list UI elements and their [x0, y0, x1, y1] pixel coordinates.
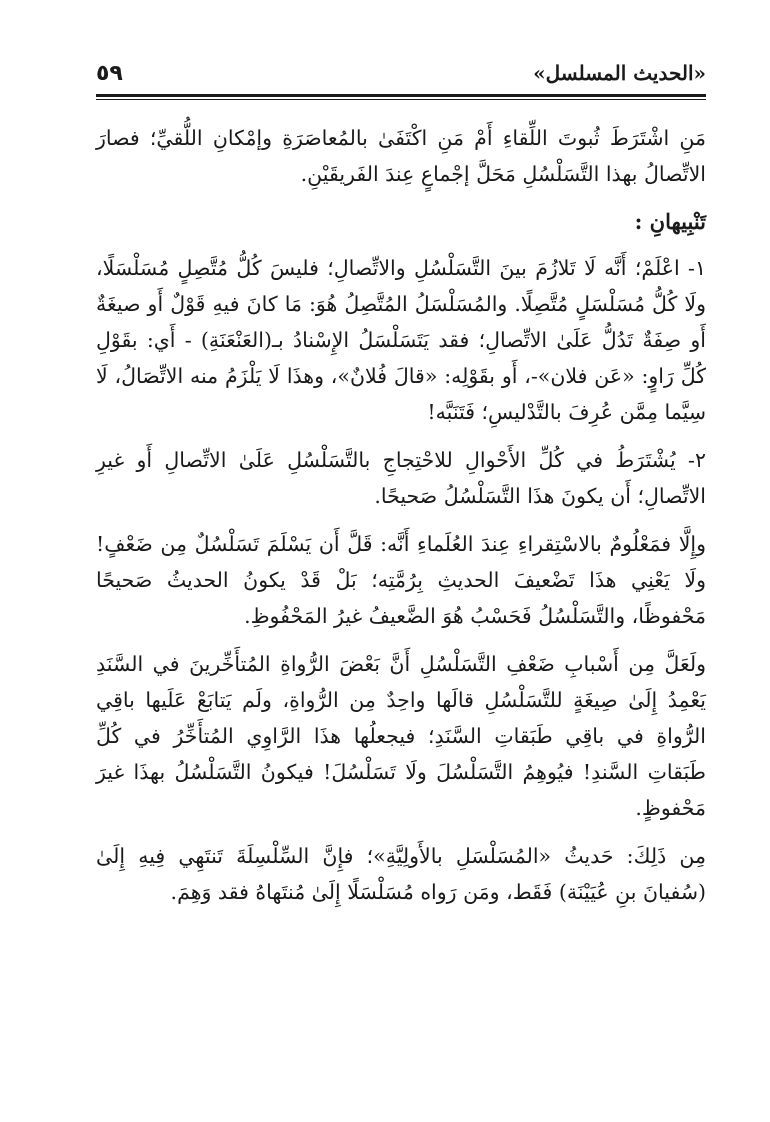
header-rule-thin: [96, 99, 706, 100]
paragraph-weakness: وإِلَّا فمَعْلُومٌ بالاسْتِقراءِ عِندَ العُلَماءِ أَنَّه: قَلَّ أَن يَسْلَمَ تَسَلْسُلٌ مِن ضَعْفٍ! ولَا يَعْنِي هذَا تَضْعيفَ الحديثِ بِرُمَّتِه؛ بَلْ قَدْ يكونُ الحديثُ صَحيحًا مَحْفوظًا، والتَّسَلْسُلُ فَحَسْبُ هُوَ الضَّعيفُ غيرُ المَحْفُوظِ.: [96, 532, 706, 628]
section-heading: تَنْبِيهانِ :: [634, 209, 706, 234]
paragraph-note-1: ١- اعْلَمْ؛ أَنَّه لَا تَلازُمَ بينَ التَّسَلْسُلِ والاتِّصالِ؛ فليسَ كُلُّ مُتَّصِلٍ مُسَلْسَلًا، ولَا كُلُّ مُسَلْسَلٍ مُتَّصِلًا. والمُسَلْسَلُ المُتَّصِلُ هُوَ: مَا كانَ فيهِ قَوْلٌ أَو صيغَةٌ أَو صِفَةٌ تَدُلُّ عَلَىٰ الاتِّصالِ؛ فقد يَتَسَلْسَلُ الإِسْنادُ بـ(العَنْعَنَةِ) - أَي: بقَوْلِ كُلِّ رَاوٍ: «عَن فلان»-، أَو بقَوْلِه: «قالَ فُلانٌ»، وهذَا لَا يَلْزَمُ منه الاتِّصَالُ، لَا سِيَّما مِمَّن عُرِفَ بالتَّدْليسِ؛ فَتَنَبَّه!: [96, 256, 706, 424]
running-title: «الحديث المسلسل»: [533, 61, 706, 85]
paragraph-causes: ولَعَلَّ مِن أَسْبابِ ضَعْفِ التَّسَلْسُلِ أَنَّ بَعْضَ الرُّواةِ المُتأَخِّرينَ في السَّنَدِ يَعْمِدُ إِلَىٰ صِيغَةٍ للتَّسَلْسُلِ قالَها واحِدٌ مِن الرُّواةِ، ولَم يَتابَعْ عَلَيها باقِي الرُّواةِ في باقِي طَبَقاتِ السَّنَدِ؛ فيجعلُها هذَا الرَّاوِي المُتأَخِّرُ في كُلِّ طَبَقاتِ السَّندِ! فيُوهِمُ التَّسَلْسُلَ ولَا تَسَلْسُلَ! فيكونُ التَّسَلْسُلُ بهذَا غيرَ مَحْفوظٍ.: [96, 652, 706, 820]
page-header: [96, 56, 706, 90]
paragraph-example: مِن ذَلِكَ: حَديثُ «المُسَلْسَلِ بالأَولِيَّةِ»؛ فإِنَّ السِّلْسِلَةَ تَنتَهِي فِيهِ إِلَىٰ (سُفيانَ بنِ عُيَيْنَة) فَقَط، ومَن رَواه مُسَلْسَلًا إِلَىٰ مُنتَهاهُ فقد وَهِمَ.: [96, 844, 706, 904]
page-number: ٥٩: [96, 60, 123, 86]
body-text: [96, 120, 706, 922]
header-rule-thick: [96, 94, 706, 97]
paragraph-continuation: مَنِ اشْتَرَطَ ثُبوتَ اللِّقاءِ أَمْ مَنِ اكْتَفَىٰ بالمُعاصَرَةِ وإمْكانِ اللُّقيِّ؛ فصارَ الاتِّصالُ بهذا التَّسَلْسُلِ مَحَلَّ إجْماعٍ عِندَ الفَريقَيْنِ.: [96, 126, 706, 186]
paragraph-note-2: ٢- يُشْتَرَطُ في كُلِّ الأَحْوالِ للاحْتِجاجِ بالتَّسَلْسُلِ عَلَىٰ الاتِّصالِ أَو غيرِ الاتِّصالِ؛ أَن يكونَ هذَا التَّسَلْسُلُ صَحيحًا.: [96, 448, 706, 508]
